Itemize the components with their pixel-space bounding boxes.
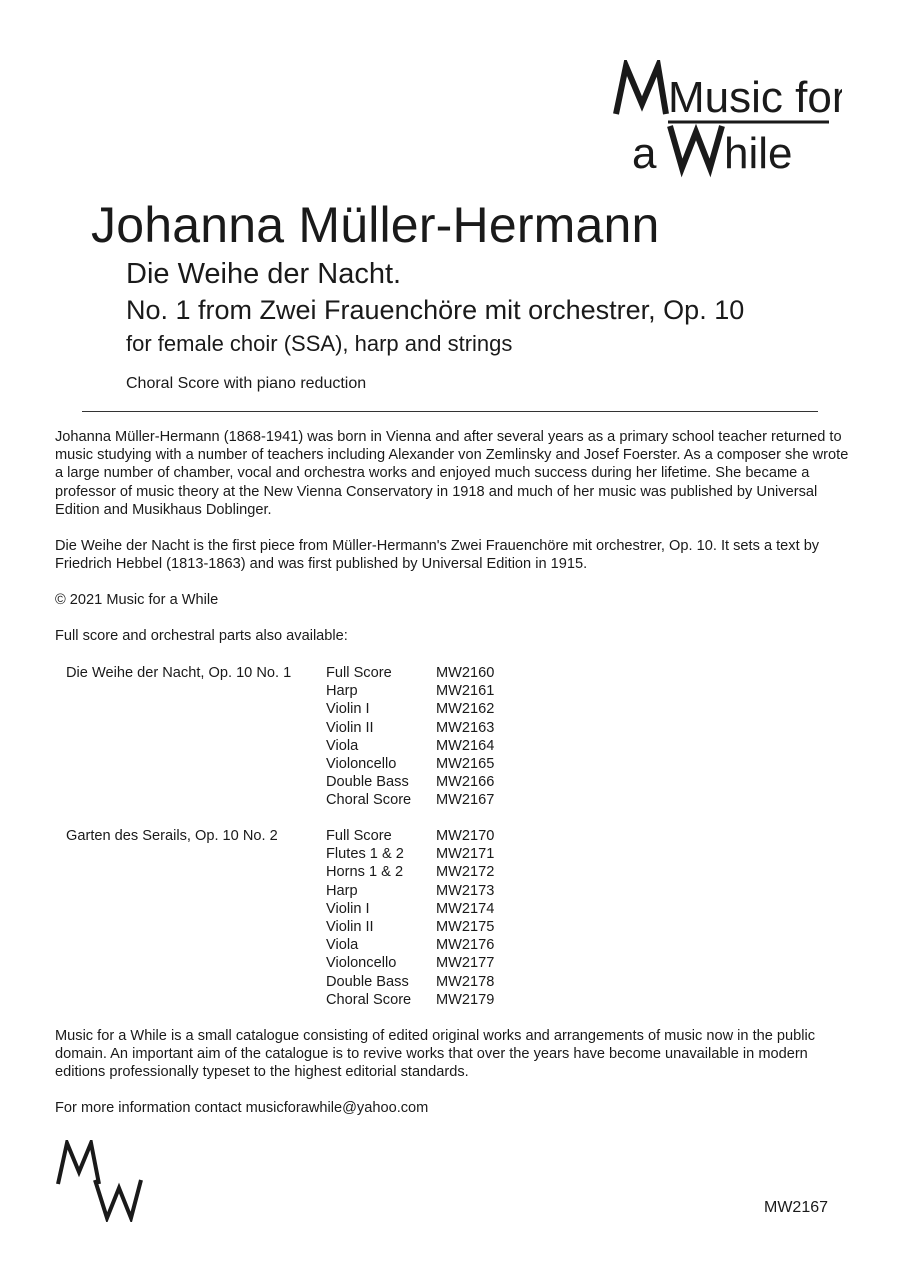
copyright: © 2021 Music for a While <box>55 592 219 608</box>
part-name: Violin I <box>326 701 370 718</box>
part-name: Violoncello <box>326 955 397 972</box>
composer-name: Johanna Müller-Hermann <box>91 197 660 253</box>
part-code: MW2170 <box>436 828 495 844</box>
part-name: Viola <box>326 937 359 954</box>
part-name: Harp <box>326 683 358 700</box>
part-name: Violin II <box>326 918 374 935</box>
part-code: MW2164 <box>436 737 495 754</box>
part-name: Choral Score <box>326 991 412 1008</box>
part-name: Horns 1 & 2 <box>326 864 404 881</box>
part-name: Violin II <box>326 719 374 736</box>
part-name: Double Bass <box>326 973 409 990</box>
parts-available-label: Full score and orchestral parts also available: <box>55 628 348 644</box>
mw-monogram-logo <box>55 1140 145 1222</box>
part-code: MW2165 <box>436 755 495 772</box>
part-code: MW2176 <box>436 937 495 954</box>
part-name: Violin I <box>326 900 370 917</box>
part-code: MW2167 <box>436 792 495 809</box>
logo-line1: Music for <box>668 73 842 122</box>
part-name: Harp <box>326 882 358 899</box>
part-code: MW2178 <box>436 973 495 990</box>
part-code: MW2163 <box>436 719 495 736</box>
part-code: MW2166 <box>436 774 495 791</box>
catalogue-number: MW2167 <box>764 1199 829 1216</box>
part-code: MW2161 <box>436 683 495 700</box>
part-name: Choral Score <box>326 792 412 809</box>
mw-monogram-graphic <box>55 1140 145 1222</box>
logo-a: a <box>632 129 657 178</box>
work-subtitle: No. 1 from Zwei Frauenchöre mit orchestrer, Op. 10 <box>126 295 745 325</box>
part-name: Full Score <box>326 828 392 844</box>
part-name: Viola <box>326 737 359 754</box>
logo-hile: hile <box>724 129 793 178</box>
composer-bio: Johanna Müller-Hermann (1868-1941) was born in Vienna and after several years as a primary school teacher returned to music studying with a number of teachers including Alexander von Zemlinsky and Josef Foerster. As a composer she wrote a large number of chamber, vocal and orchestra works and enjoyed much success during her lifetime. She became a professor of music theory at the New Vienna Conservatory in 1918 and much of her music was published by Universal Edition and Musikhaus Doblinger. <box>55 429 849 518</box>
work-description: Die Weihe der Nacht is the first piece from Müller-Hermann's Zwei Frauenchöre mit orchestrer, Op. 10. It sets a text by Friedrich Hebbel (1813-1863) and was first published by Universal Edition in 1915. <box>55 538 820 573</box>
part-code: MW2177 <box>436 955 495 972</box>
instrumentation: for female choir (SSA), harp and strings <box>126 331 513 356</box>
part-code: MW2172 <box>436 864 495 881</box>
part-name: Flutes 1 & 2 <box>326 846 404 863</box>
publisher-logo <box>612 60 842 180</box>
work-title: Die Weihe der Nacht. <box>126 258 402 290</box>
part-code: MW2173 <box>436 882 495 899</box>
part-code: MW2179 <box>436 991 495 1008</box>
part-code: MW2175 <box>436 918 495 935</box>
part-code: MW2174 <box>436 900 495 917</box>
part-code: MW2171 <box>436 846 495 863</box>
part-name: Full Score <box>326 665 392 681</box>
catalogue-description: Music for a While is a small catalogue consisting of edited original works and arrangements of music now in the public domain. An important aim of the catalogue is to revive works that over the years have become unavailable in modern editions professionally typeset to the highest editorial standards. <box>55 1028 816 1081</box>
part-code: MW2162 <box>436 701 495 718</box>
work-listing-title: Garten des Serails, Op. 10 No. 2 <box>66 828 278 844</box>
part-code: MW2160 <box>436 665 495 681</box>
contact-info: For more information contact musicforawhile@yahoo.com <box>55 1100 429 1116</box>
divider <box>82 411 818 412</box>
edition-type: Choral Score with piano reduction <box>126 375 367 392</box>
work-listing-title: Die Weihe der Nacht, Op. 10 No. 1 <box>66 665 292 681</box>
part-name: Violoncello <box>326 755 397 772</box>
part-name: Double Bass <box>326 774 409 791</box>
publisher-logo-graphic <box>612 60 842 180</box>
